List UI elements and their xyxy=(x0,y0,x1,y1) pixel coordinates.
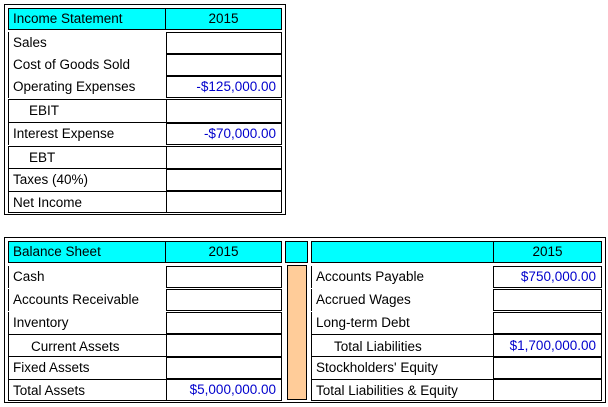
income-value-cell[interactable]: -$125,000.00 xyxy=(166,76,282,98)
income-label: Net Income xyxy=(8,191,166,213)
income-label: Interest Expense xyxy=(8,123,166,145)
asset-label: Accounts Receivable xyxy=(8,289,166,311)
asset-value-cell[interactable]: $5,000,000.00 xyxy=(166,379,282,401)
liability-label: Stockholders' Equity xyxy=(311,357,493,379)
liability-value-cell[interactable] xyxy=(493,289,602,311)
asset-value-cell[interactable] xyxy=(166,312,282,334)
balance-year-left-header: 2015 xyxy=(165,241,282,263)
liability-value-cell[interactable] xyxy=(493,379,602,401)
income-label: EBT xyxy=(8,146,166,169)
income-value-cell[interactable] xyxy=(166,169,282,191)
balance-separator-column xyxy=(287,265,307,400)
balance-sheet-title: Balance Sheet xyxy=(8,241,166,263)
income-label: Cost of Goods Sold xyxy=(8,54,166,76)
liability-value-cell[interactable]: $750,000.00 xyxy=(493,266,602,288)
income-year-header: 2015 xyxy=(165,8,282,30)
income-value-cell[interactable] xyxy=(166,99,282,123)
income-value-cell[interactable] xyxy=(166,32,282,54)
liability-value-cell[interactable]: $1,700,000.00 xyxy=(493,334,602,357)
asset-value-cell[interactable] xyxy=(166,289,282,311)
balance-separator-header xyxy=(285,241,308,263)
asset-value-cell[interactable] xyxy=(166,266,282,288)
liability-label: Accounts Payable xyxy=(311,266,493,288)
income-value-cell[interactable] xyxy=(166,191,282,213)
balance-year-right-header: 2015 xyxy=(493,241,602,263)
liability-label: Total Liabilities xyxy=(311,334,493,357)
liability-value-cell[interactable] xyxy=(493,357,602,379)
asset-label: Current Assets xyxy=(8,334,166,357)
liability-value-cell[interactable] xyxy=(493,312,602,334)
income-value-cell[interactable] xyxy=(166,54,282,76)
asset-label: Inventory xyxy=(8,312,166,334)
asset-label: Fixed Assets xyxy=(8,357,166,379)
liability-label: Total Liabilities & Equity xyxy=(311,379,493,401)
asset-value-cell[interactable] xyxy=(166,334,282,357)
income-statement-title: Income Statement xyxy=(8,8,166,30)
balance-liabilities-header xyxy=(311,241,494,263)
income-value-cell[interactable]: -$70,000.00 xyxy=(166,123,282,145)
income-label: Taxes (40%) xyxy=(8,169,166,191)
asset-value-cell[interactable] xyxy=(166,357,282,379)
liability-label: Long-term Debt xyxy=(311,312,493,334)
income-label: Operating Expenses xyxy=(8,76,166,98)
asset-label: Total Assets xyxy=(8,379,166,401)
income-value-cell[interactable] xyxy=(166,146,282,169)
asset-label: Cash xyxy=(8,266,166,288)
income-label: Sales xyxy=(8,32,166,54)
income-label: EBIT xyxy=(8,99,166,123)
liability-label: Accrued Wages xyxy=(311,289,493,311)
